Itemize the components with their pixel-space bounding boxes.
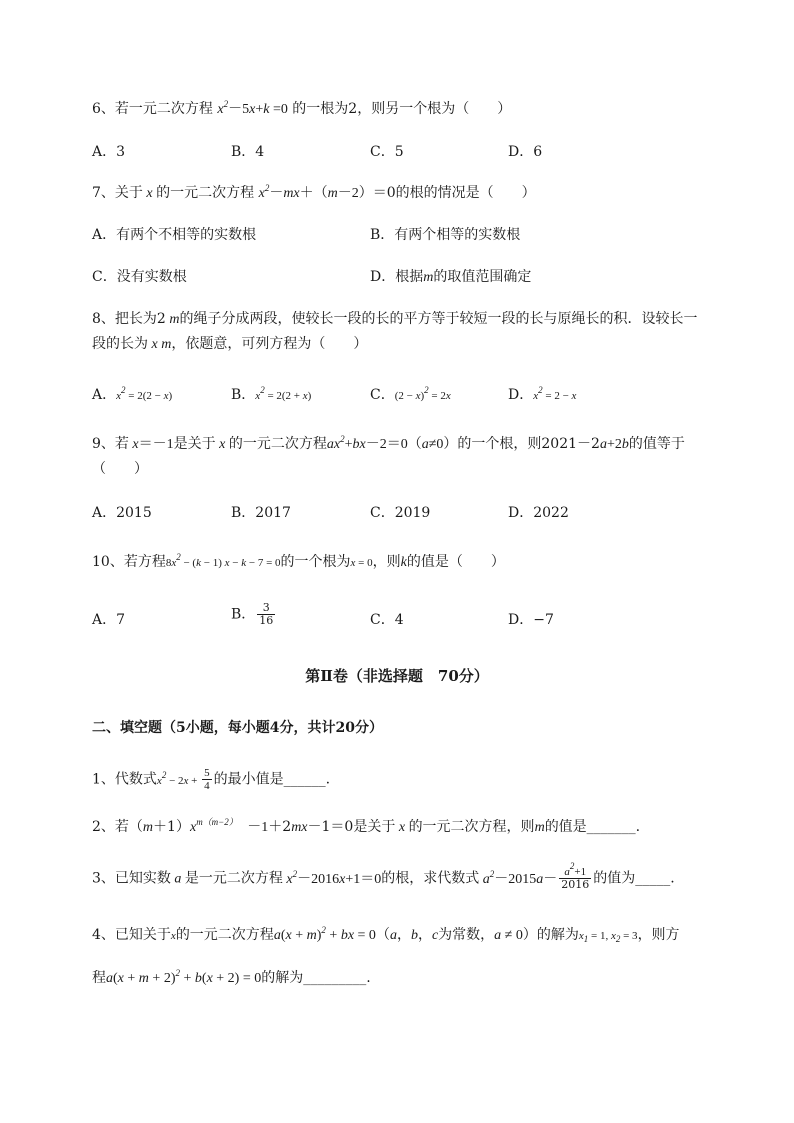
fill-question-1: 1、代数式$x^2 - 2x$ + $\frac{5}{4}$ 的最小值是______. xyxy=(92,767,331,792)
q7-option-c[interactable]: C．没有实数根 xyxy=(92,269,187,285)
section-2-title: 二、填空题（5小题，每小题4分，共计20分） xyxy=(92,720,383,736)
fill-question-3: 3、已知实数 a 是一元二次方程 $x^2-2016x+1=0$的根，求代数式 $a^2-2015a-$ $\frac{a^2+1}{2016}$ 的值为_____. xyxy=(92,861,675,891)
q8-option-d[interactable]: D．$x^2 = 2 - x$ xyxy=(508,385,577,403)
q8-option-c[interactable]: C．$(2 - x)^2 = 2x$ xyxy=(370,385,451,403)
q6-option-c[interactable]: C．5 xyxy=(370,144,404,160)
q10-option-a[interactable]: A．7 xyxy=(92,612,126,628)
q7-equation: $x^2-mx+(m-2)$ xyxy=(258,183,373,201)
q6-option-b[interactable]: B．4 xyxy=(231,144,265,160)
question-8-line-1: 8、把长为2 m的绳子分成两段，使较长一段的长的平方等于较短一段的长与原绳长的积．设较长一 xyxy=(92,311,698,327)
question-7: 7、关于 x 的一元二次方程 $x^2-mx+(m-2)=0$的根的情况是（ ） xyxy=(92,183,536,201)
q7-option-a[interactable]: A．有两个不相等的实数根 xyxy=(92,227,257,243)
question-9-line-1: 9、若 x＝－1是关于 x 的一元二次方程$ax^2+bx-2=0(a\ne 0)$的一个根，则2021－2a+2b的值等于 xyxy=(92,434,685,452)
fill-question-4-line-2: 程$a(x + m + 2)^2 + b(x + 2) = 0$的解为_________. xyxy=(92,968,371,986)
q9-option-a[interactable]: A．2015 xyxy=(92,505,152,521)
q7-option-d[interactable]: D．根据m的取值范围确定 xyxy=(370,269,532,285)
question-9-line-2: （ ） xyxy=(92,461,148,477)
fill-question-2: 2、若$(m+1)x^{m(m-2)}$ －1＋2mx－1＝0是关于 x 的一元二次方程，则m的值是_______. xyxy=(92,817,641,835)
q9-option-d[interactable]: D．2022 xyxy=(508,505,569,521)
question-10: 10、若方程$8x^2 - (k - 1) x - k - 7 = 0$的一个根为x = 0，则k的值是（ ） xyxy=(92,552,505,570)
q6-option-a[interactable]: A．3 xyxy=(92,144,126,160)
question-8-line-2: 段的长为 x m，依题意，可列方程为（ ） xyxy=(92,336,368,352)
q8-option-a[interactable]: A．$x^2 = 2(2 - x)$ xyxy=(92,385,173,403)
fill-question-4-line-1: 4、已知关于x的一元二次方程$a(x + m)^2$ + bx = 0（a，b，c为常数，a ≠ 0）的解为$x_1 = 1$, $x_2 = 3$，则方 xyxy=(92,925,680,944)
q10-option-d[interactable]: D．−7 xyxy=(508,612,554,628)
q8-option-b[interactable]: B．$x^2 = 2(2 + x)$ xyxy=(231,385,312,403)
q6-equation: $x^2-5x+k =0$ xyxy=(217,99,288,117)
q6-option-d[interactable]: D．6 xyxy=(508,144,543,160)
q9-option-c[interactable]: C．2019 xyxy=(370,505,431,521)
q9-option-b[interactable]: B．2017 xyxy=(231,505,291,521)
q10-option-b[interactable]: B． $\frac{3}{16}$ xyxy=(231,601,274,627)
q10-option-c[interactable]: C．4 xyxy=(370,612,404,628)
q7-option-b[interactable]: B．有两个相等的实数根 xyxy=(370,227,521,243)
question-6: 6、若一元二次方程 $x^2-5x+k =0$ 的一根为2，则另一个根为（ ） xyxy=(92,99,512,117)
part-2-title: 第Ⅱ卷（非选择题 70分） xyxy=(305,667,489,685)
